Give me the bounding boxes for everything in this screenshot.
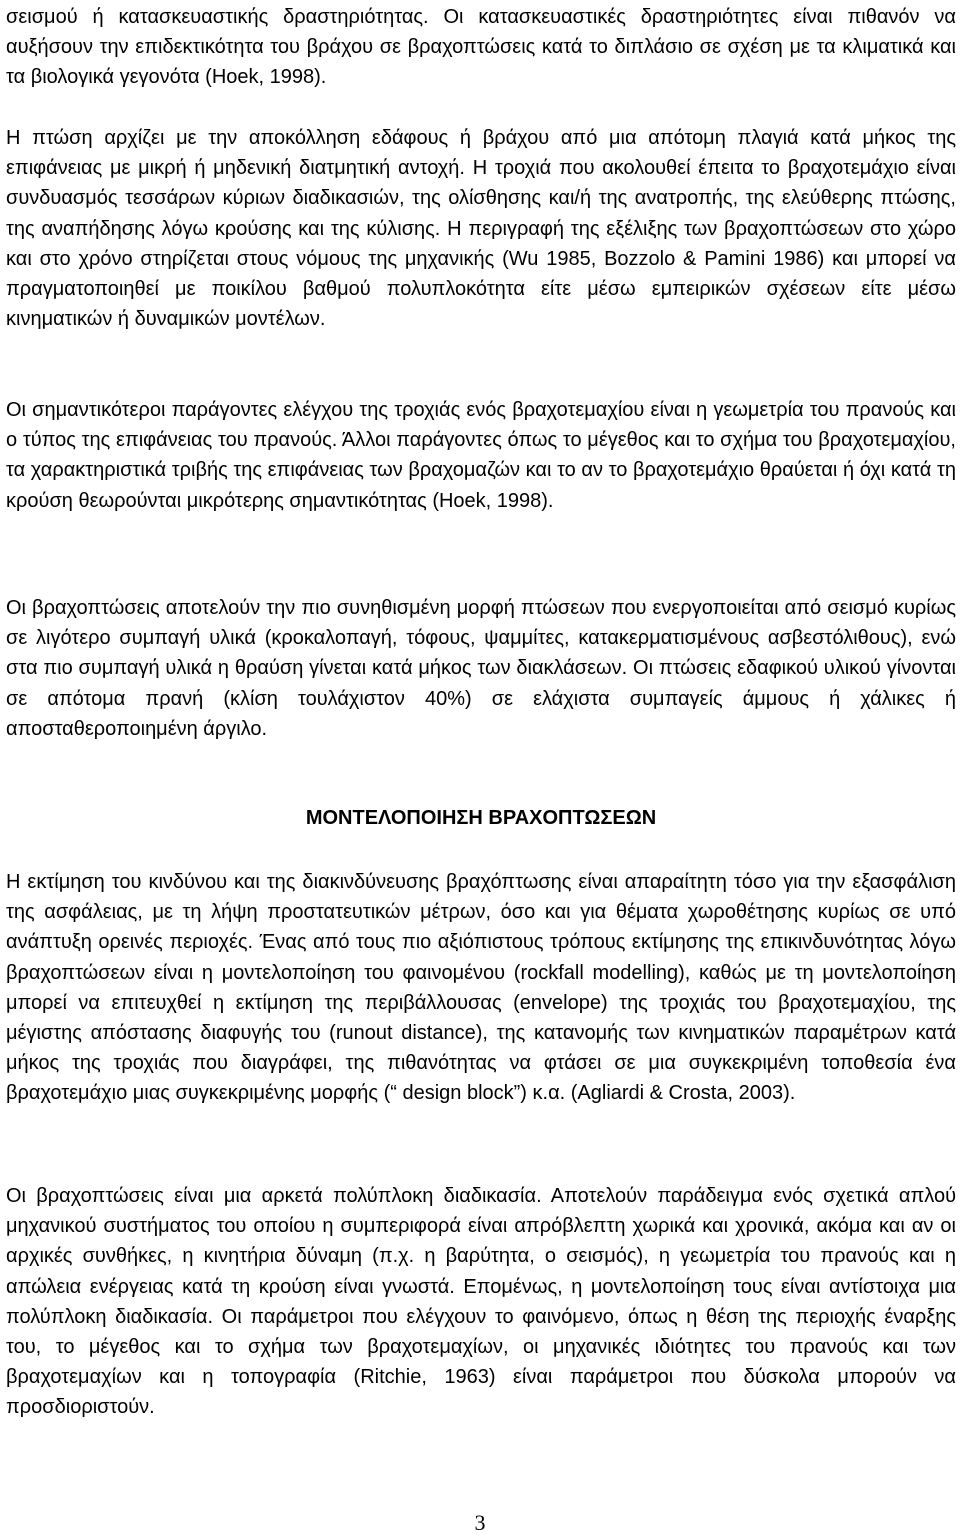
paragraph-rockfall-materials: Οι βραχοπτώσεις αποτελούν την πιο συνηθισμένη μορφή πτώσεων που ενεργοποιείται από σεισμό κυρίως σε λιγότερο συμπαγή υλικά (κροκαλοπαγή, τόφους, ψαμμίτες, κατακερματισμένους ασβεστόλιθους), ενώ στα πιο συμπαγή υλικά η θραύση γίνεται κατά μήκος των διακλάσεων. Οι πτώσεις εδαφικού υλικού γίνονται σε απότομα πρανή (κλίση τουλάχιστον 40%) σε ελάχιστα συμπαγείς άμμους ή χάλικες ή αποσταθεροποιημένη άργιλο. [6, 597, 956, 740]
paragraph-complexity: Οι βραχοπτώσεις είναι μια αρκετά πολύπλοκη διαδικασία. Αποτελούν παράδειγμα ενός σχετικά απλού μηχανικού συστήματος του οποίου η συμπεριφορά είναι απρόβλεπτη χωρικά και χρονικά, ακόμα και αν οι αρχικές συνθήκες, η κινητήρια δύναμη (π.χ. η βαρύτητα, ο σεισμός), η γεωμετρία του πρανούς και η απώλεια ενέργειας κατά τη κρούση είναι γνωστά. Επομένως, η μοντελοποίηση τους είναι αντίστοιχα μια πολύπλοκη διαδικασία. Οι παράμετροι που ελέγχουν το φαινόμενο, όπως η θέση της περιοχής έναρξης του, το μέγεθος και το σχήμα των βραχοτεμαχίων, οι μηχανικές ιδιότητες του πρανούς και των βραχοτεμαχίων και η τοπογραφία (Ritchie, 1963) είναι παράμετροι που δύσκολα μπορούν να προσδιοριστούν. [6, 1185, 956, 1419]
section-heading: ΜΟΝΤΕΛΟΠΟΙΗΣΗ ΒΡΑΧΟΠΤΩΣΕΩΝ [305, 807, 657, 829]
page-number: 3 [474, 1510, 486, 1535]
paragraph-intro-continuation: σεισμού ή κατασκευαστικής δραστηριότητας. Οι κατασκευαστικές δραστηριότητες είναι πιθανόν να αυξήσουν την επιδεκτικότητα του βράχου σε βραχοπτώσεις κατά το διπλάσιο σε σχέση με τα κλιματικά και τα βιολογικά γεγονότα (Hoek, 1998). [6, 6, 956, 89]
paragraph-risk-modelling: Η εκτίμηση του κινδύνου και της διακινδύνευσης βραχόπτωσης είναι απαραίτητη τόσο για την εξασφάλιση της ασφάλειας, με τη λήψη προστατευτικών μέτρων, όσο και για θέματα χωροθέτησης κυρίως σε υπό ανάπτυξη ορεινές περιοχές. Ένας από τους πιο αξιόπιστους τρόπους εκτίμησης της επικινδυνότητας λόγω βραχοπτώσεων είναι η μοντελοποίηση του φαινομένου (rockfall modelling), καθώς με τη μοντελοποίηση μπορεί να επιτευχθεί η εκτίμηση της περιβάλλουσας (envelope) της τροχιάς του βραχοτεμαχίου, της μέγιστης απόστασης διαφυγής του (runout distance), της κατανομής των κινηματικών παραμέτρων κατά μήκος της τροχιάς που διαγράφει, της πιθανότητας να φτάσει σε μια συγκεκριμένη τοποθεσία ένα βραχοτεμάχιο μιας συγκεκριμένης μορφής (“ design block”) κ.α. (Agliardi & Crosta, 2003). [6, 871, 956, 1105]
paragraph-fall-mechanism: Η πτώση αρχίζει με την αποκόλληση εδάφους ή βράχου από μια απότομη πλαγιά κατά μήκος της επιφάνειας με μικρή ή μηδενική διατμητική αντοχή. Η τροχιά που ακολουθεί έπειτα το βραχοτεμάχιο είναι συνδυασμός τεσσάρων κύριων διαδικασιών, της ολίσθησης και/ή της ανατροπής, της ελεύθερης πτώσης, της αναπήδησης λόγω κρούσης και της κύλισης. Η περιγραφή της εξέλιξης των βραχοπτώσεων στο χώρο και στο χρόνο στηρίζεται στους νόμους της μηχανικής (Wu 1985, Bozzolo & Pamini 1986) και μπορεί να πραγματοποιηθεί με ποικίλου βαθμού πολυπλοκότητα είτε μέσω εμπειρικών σχέσεων είτε μέσω κινηματικών ή δυναμικών μοντέλων. [6, 127, 956, 331]
paragraph-trajectory-factors: Οι σημαντικότεροι παράγοντες ελέγχου της τροχιάς ενός βραχοτεμαχίου είναι η γεωμετρία του πρανούς και ο τύπος της επιφάνειας του πρανούς. Άλλοι παράγοντες όπως το μέγεθος και το σχήμα του βραχοτεμαχίου, τα χαρακτηριστικά τριβής της επιφάνειας των βραχομαζών και το αν το βραχοτεμάχιο θραύεται ή όχι κατά τη κρούση θεωρούνται μικρότερης σημαντικότητας (Hoek, 1998). [6, 399, 956, 512]
